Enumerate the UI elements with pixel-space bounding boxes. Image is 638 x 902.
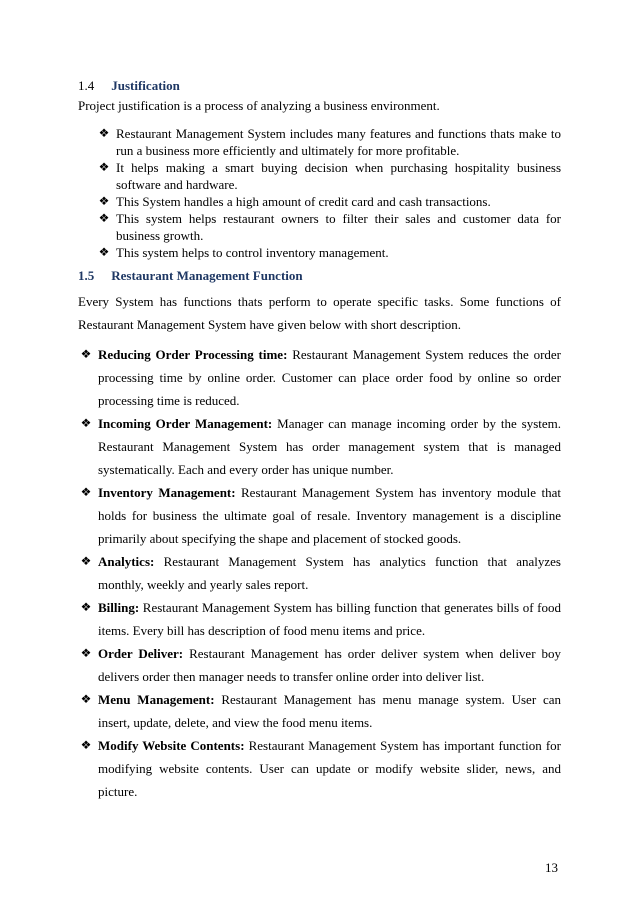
diamond-bullet-icon: ❖ — [80, 646, 92, 660]
diamond-bullet-icon: ❖ — [80, 600, 92, 614]
list-item: ❖ This System handles a high amount of credit card and cash transactions. — [96, 193, 561, 210]
section-title: Justification — [111, 78, 180, 93]
diamond-bullet-icon: ❖ — [80, 416, 92, 430]
section-heading-1-4 — [78, 78, 180, 94]
diamond-bullet-icon: ❖ — [98, 211, 110, 225]
page-number: 13 — [545, 860, 558, 875]
list-item: ❖ This system helps restaurant owners to filter their sales and customer data for business growth. — [96, 210, 561, 244]
functions-intro: Every System has functions thats perform to operate specific tasks. Some functions of Restaurant Management System have given below with short description. — [78, 294, 561, 332]
diamond-bullet-icon: ❖ — [80, 485, 92, 499]
list-item: ❖ Incoming Order Management: Manager can manage incoming order by the system. Restaurant Management System has order management system that is managed systematically. Each and every order has unique number. — [78, 412, 561, 481]
diamond-bullet-icon: ❖ — [98, 126, 110, 140]
list-item: ❖ Menu Management: Restaurant Management has menu manage system. User can insert, update, delete, and view the food menu items. — [78, 688, 561, 734]
diamond-bullet-icon: ❖ — [80, 692, 92, 706]
justification-intro: Project justification is a process of analyzing a business environment. — [78, 98, 440, 113]
list-item: ❖ Analytics: Restaurant Management System has analytics function that analyzes monthly, weekly and yearly sales report. — [78, 550, 561, 596]
list-item: ❖ Inventory Management: Restaurant Management System has inventory module that holds for business the ultimate goal of resale. Inventory management is a discipline primarily about specifying the shape and placement of stocked goods. — [78, 481, 561, 550]
list-item: ❖ Restaurant Management System includes many features and functions thats make to run a business more efficiently and ultimately for more profitable. — [96, 125, 561, 159]
list-item: ❖ Reducing Order Processing time: Restaurant Management System reduces the order processing time by online order. Customer can place order food by online so order processing time is reduced. — [78, 343, 561, 412]
diamond-bullet-icon: ❖ — [98, 160, 110, 174]
list-item: ❖ Billing: Restaurant Management System has billing function that generates bills of food items. Every bill has description of food menu items and price. — [78, 596, 561, 642]
list-item: ❖ It helps making a smart buying decision when purchasing hospitality business software and hardware. — [96, 159, 561, 193]
diamond-bullet-icon: ❖ — [98, 194, 110, 208]
justification-bullet-list — [96, 125, 561, 261]
list-item: ❖ This system helps to control inventory management. — [96, 244, 561, 261]
diamond-bullet-icon: ❖ — [80, 738, 92, 752]
diamond-bullet-icon: ❖ — [80, 347, 92, 361]
section-heading-1-5 — [78, 268, 303, 284]
section-title: Restaurant Management Function — [111, 268, 303, 283]
section-number: 1.5 — [78, 268, 95, 283]
section-number: 1.4 — [78, 78, 95, 93]
functions-bullet-list — [78, 343, 561, 803]
diamond-bullet-icon: ❖ — [80, 554, 92, 568]
list-item: ❖ Modify Website Contents: Restaurant Management System has important function for modifying website contents. User can update or modify website slider, news, and picture. — [78, 734, 561, 803]
list-item: ❖ Order Deliver: Restaurant Management has order deliver system when deliver boy delivers order then manager needs to transfer online order into deliver list. — [78, 642, 561, 688]
diamond-bullet-icon: ❖ — [98, 245, 110, 259]
